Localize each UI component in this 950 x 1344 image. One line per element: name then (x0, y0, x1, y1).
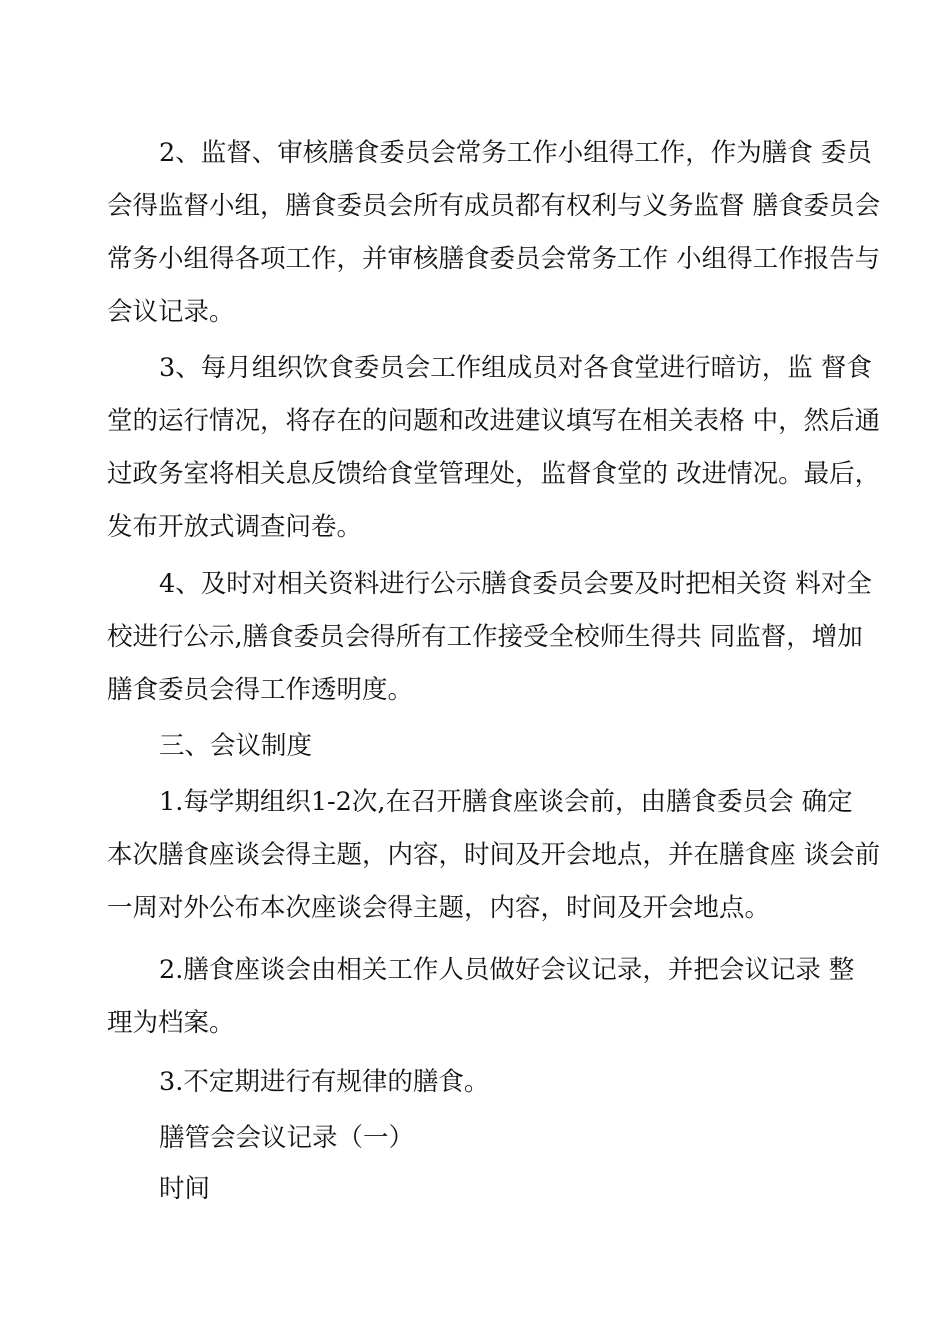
text-line: 会议记录。 (107, 297, 235, 327)
text-line: 2.膳食座谈会由相关工作人员做好会议记录，并把会议记录 整 (159, 955, 855, 985)
meeting-record-title: 膳管会会议记录（一） (159, 1123, 415, 1153)
text-line: 一周对外公布本次座谈会得主题，内容，时间及开会地点。 (107, 893, 771, 923)
section-heading-meeting-system: 三、会议制度 (159, 731, 313, 761)
text-line: 堂的运行情况，将存在的问题和改进建议填写在相关表格 中，然后通 (107, 406, 881, 436)
text-line: 4、及时对相关资料进行公示膳食委员会要及时把相关资 料对全 (159, 569, 872, 599)
text-line: 常务小组得各项工作，并审核膳食委员会常务工作 小组得工作报告与 (107, 244, 881, 274)
time-label: 时间 (159, 1174, 211, 1204)
paragraph-irregular-meals: 3.不定期进行有规律的膳食。 (159, 1067, 490, 1097)
text-line: 发布开放式调查问卷。 (107, 512, 363, 542)
paragraph-meeting-records (107, 944, 863, 1050)
paragraph-supervise-review (107, 127, 881, 339)
paragraph-monthly-visits (107, 342, 881, 554)
paragraph-meeting-frequency (107, 776, 881, 935)
text-line: 2、监督、审核膳食委员会常务工作小组得工作，作为膳食 委员 (159, 138, 872, 168)
text-line: 本次膳食座谈会得主题，内容，时间及开会地点，并在膳食座 谈会前 (107, 840, 881, 870)
paragraph-public-disclosure (107, 558, 872, 717)
text-line: 会得监督小组，膳食委员会所有成员都有权利与义务监督 膳食委员会 (107, 191, 881, 221)
text-line: 理为档案。 (107, 1008, 235, 1038)
text-line: 1.每学期组织1-2次,在召开膳食座谈会前，由膳食委员会 确定 (159, 787, 853, 817)
text-line: 过政务室将相关息反馈给食堂管理处，监督食堂的 改进情况。最后， (107, 459, 881, 489)
text-line: 校进行公示,膳食委员会得所有工作接受全校师生得共 同监督，增加 (107, 622, 863, 652)
text-line: 3、每月组织饮食委员会工作组成员对各食堂进行暗访，监 督食 (159, 353, 872, 383)
text-line: 膳食委员会得工作透明度。 (107, 675, 414, 705)
